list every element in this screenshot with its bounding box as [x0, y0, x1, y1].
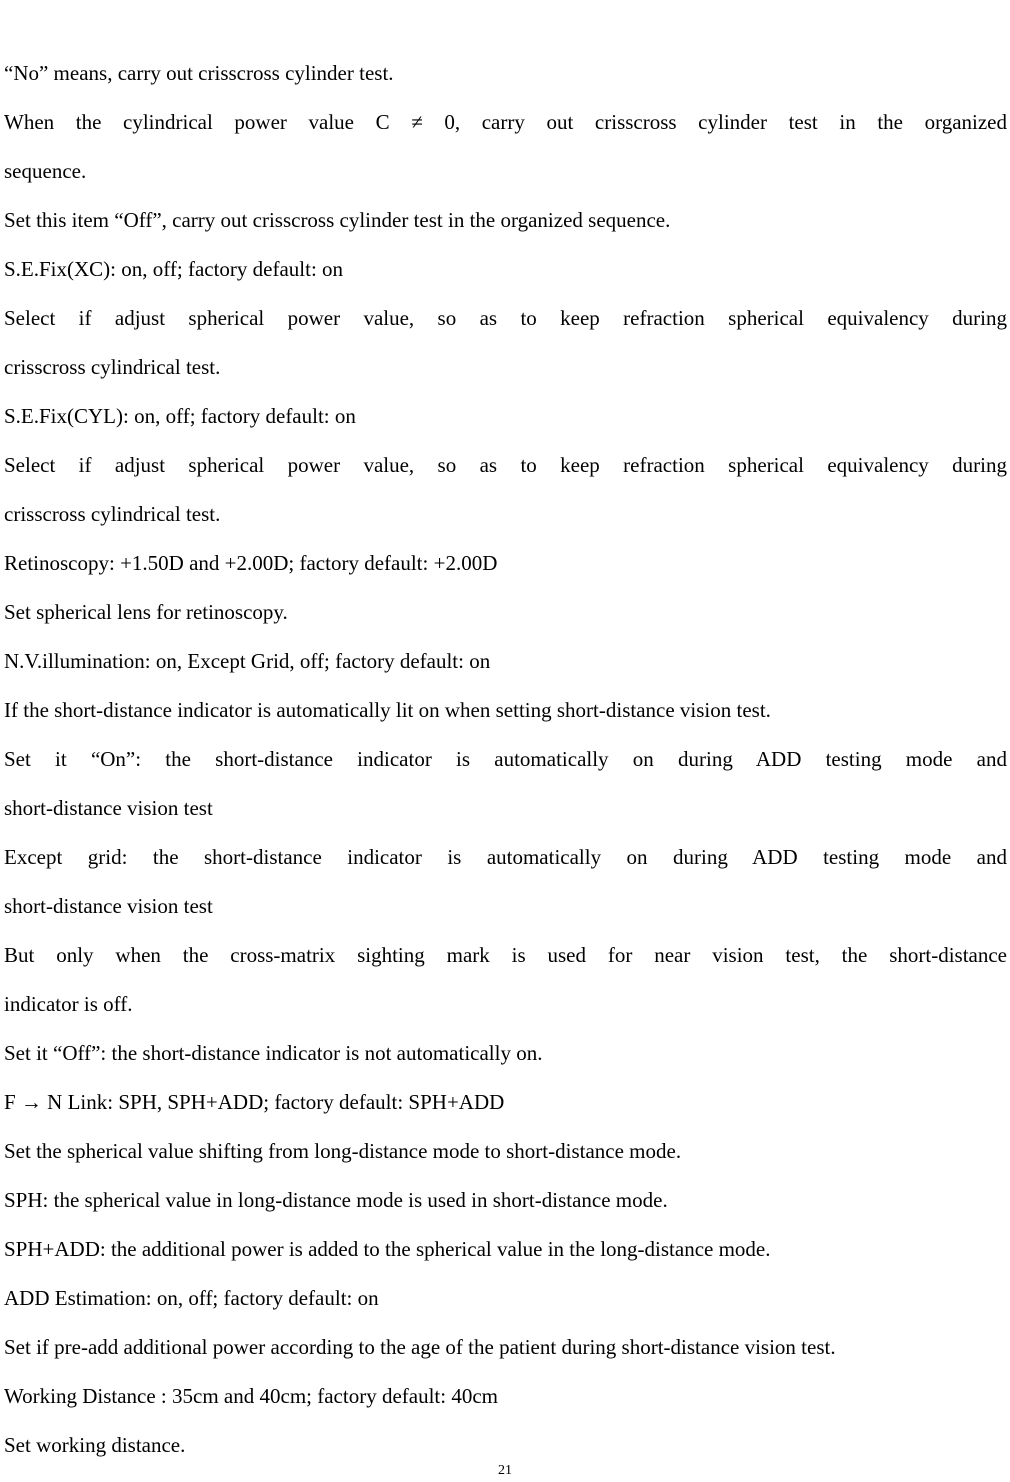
- text-line: Except grid: the short-distance indicator is automatically on during ADD testing mode and: [4, 845, 1007, 869]
- document-body: [4, 49, 1007, 1470]
- text-line: SPH: the spherical value in long-distance mode is used in short-distance mode.: [4, 1188, 668, 1212]
- text-line: Set it “On”: the short-distance indicator is automatically on during ADD testing mode and: [4, 747, 1007, 771]
- text-line: “No” means, carry out crisscross cylinder test.: [4, 61, 394, 85]
- text-line: short-distance vision test: [4, 894, 213, 918]
- text-line: Select if adjust spherical power value, so as to keep refraction spherical equivalency during: [4, 306, 1007, 330]
- text-line: crisscross cylindrical test.: [4, 502, 221, 526]
- page-number: 21: [498, 1463, 512, 1478]
- text-line: Set it “Off”: the short-distance indicator is not automatically on.: [4, 1041, 543, 1065]
- text-line: Set the spherical value shifting from long-distance mode to short-distance mode.: [4, 1139, 682, 1163]
- text-line: Set spherical lens for retinoscopy.: [4, 600, 288, 624]
- text-line: When the cylindrical power value C ≠ 0, carry out crisscross cylinder test in the organized: [4, 110, 1007, 134]
- text-line: Set if pre-add additional power according to the age of the patient during short-distance vision test.: [4, 1335, 836, 1359]
- setting-heading-se-fix-cyl: S.E.Fix(CYL): on, off; factory default: on: [4, 404, 356, 428]
- setting-heading-retinoscopy: Retinoscopy: +1.50D and +2.00D; factory default: +2.00D: [4, 551, 498, 575]
- text-line: If the short-distance indicator is automatically lit on when setting short-distance vision test.: [4, 698, 771, 722]
- text-line: sequence.: [4, 159, 87, 183]
- setting-heading-nv-illumination: N.V.illumination: on, Except Grid, off; factory default: on: [4, 649, 491, 673]
- text-line: SPH+ADD: the additional power is added to the spherical value in the long-distance mode.: [4, 1237, 771, 1261]
- setting-heading-se-fix-xc: S.E.Fix(XC): on, off; factory default: on: [4, 257, 344, 281]
- text-line: Set this item “Off”, carry out crisscross cylinder test in the organized sequence.: [4, 208, 671, 232]
- text-line: Select if adjust spherical power value, so as to keep refraction spherical equivalency during: [4, 453, 1007, 477]
- text-line: crisscross cylindrical test.: [4, 355, 221, 379]
- text-line: short-distance vision test: [4, 796, 213, 820]
- setting-heading-add-estimation: ADD Estimation: on, off; factory default: on: [4, 1286, 379, 1310]
- setting-heading-working-distance: Working Distance : 35cm and 40cm; factory default: 40cm: [4, 1384, 498, 1408]
- setting-heading-f-n-link: F → N Link: SPH, SPH+ADD; factory default: SPH+ADD: [4, 1090, 505, 1114]
- text-line: But only when the cross-matrix sighting mark is used for near vision test, the short-distance: [4, 943, 1007, 967]
- text-line: Set working distance.: [4, 1433, 186, 1457]
- text-line: indicator is off.: [4, 992, 133, 1016]
